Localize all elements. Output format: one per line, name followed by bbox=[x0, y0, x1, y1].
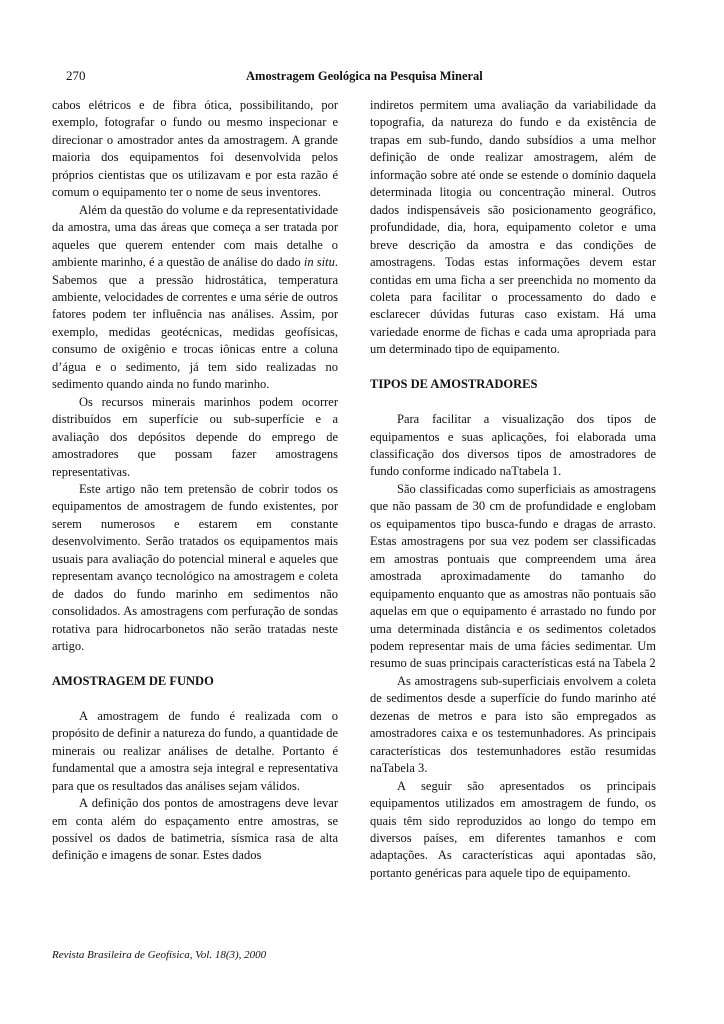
paragraph: indiretos permitem uma avaliação da variabilidade da topografia, da natureza do fundo e da existência de trapas em sub-fundo, dando subsídios a uma melhor definição de onde realizar amostragem, além de informação sobre até onde se estende o domínio daquela determinada litogia ou concentração mineral. Outros dados indispensáveis são posicionamento geográfico, profundidade, dia, hora, equipamento coletor e uma breve descrição da amostra e das condições de amostragens. Todas estas informações devem estar contidas em uma ficha a ser preenchida no momento da coleta para facilitar o processamento do dado e esclarecer dúvidas futuras caso existam. Há uma variedade enorme de fichas e cada uma apropriada para um determinado tipo de equipamento. bbox=[370, 98, 656, 357]
paragraph: cabos elétricos e de fibra ótica, possibilitando, por exemplo, fotografar o fundo ou mesmo inspecionar e direcionar o amostrador antes da amostragem. A grande maioria dos equipamentos foi desenvolvida pelos próprios cientistas que os utilizavam e por esta razão é comum o equipamento ter o nome de seus inventores. bbox=[52, 98, 338, 200]
left-column bbox=[52, 97, 338, 865]
paragraph: A seguir são apresentados os principais equipamentos utilizados em amostragem de fundo, os quais têm sido reproduzidos ao longo do tempo em diversos países, em diferentes tamanhos e com adaptações. As características aqui apontadas são, portanto genéricas para aquele tipo de equipamento. bbox=[370, 778, 656, 880]
paragraph: A definição dos pontos de amostragens deve levar em conta além do espaçamento entre amostras, se possível os dados de batimetria, sísmica rasa de alta definição e imagens de sonar. Estes dados bbox=[52, 796, 338, 863]
paragraph: Este artigo não tem pretensão de cobrir todos os equipamentos de amostragem de fundo existentes, por serem numerosos e estarem em constante desenvolvimento. Serão tratados os equipamentos mais usuais para avaliação do potencial mineral e aqueles que representam avanço tecnológico na amostragem e coleta de dados do fundo marinho em sedimentos não consolidados. As amostragens com perfuração de sondas rotativa para hidrocarbonetos não serão tratadas neste artigo. bbox=[52, 481, 338, 654]
paragraph: As amostragens sub-superficiais envolvem a coleta de sedimentos desde a superfície do fundo marinho até dezenas de metros e para isto são empregados as amostradores caixa e os testemunhadores. As principais características dos testemunhadores estão resumidas naTabela 3. bbox=[370, 673, 656, 776]
paragraph: São classificadas como superficiais as amostragens que não passam de 30 cm de profundidade e englobam os equipamentos tipo busca-fundo e dragas de arrasto. Estas amostragens por sua vez podem ser classificadas em amostras pontuais que compreendem uma área amostrada aproximadamente do tamanho do equipamento enquanto que as amostras não pontuais são aquelas em que o equipamento é arrastado no fundo por uma determinada distância e os sedimentos coletados podem representar mais de uma fácies sedimentar. Um resumo de suas principais características está na Tabela 2 bbox=[370, 481, 656, 671]
paragraph-text: . Sabemos que a pressão hidrostática, temperatura ambiente, velocidades de correntes e uma série de outros fatores podem ter influência nas análises. Assim, por exemplo, medidas geotécnicas, medidas geofísicas, consumo de oxigênio e trocas iônicas entre a coluna d’água e o sedimento, já tem sido realizadas no sedimento quando ainda no fundo marinho. bbox=[52, 255, 338, 392]
section-heading: TIPOS DE AMOSTRADORES bbox=[370, 377, 538, 392]
paragraph: A amostragem de fundo é realizada com o propósito de definir a natureza do fundo, a quantidade de minerais ou realizar análises de detalhe. Portanto é fundamental que a amostra seja integral e representativa para que os resultados das análises sejam válidos. bbox=[52, 708, 338, 793]
paragraph-text: Além da questão do volume e da representatividade da amostra, uma das áreas que começa a ser tratada por aqueles que querem entender com mais detalhe o ambiente marinho, é a questão de análise do dado bbox=[52, 202, 338, 270]
section-heading: AMOSTRAGEM DE FUNDO bbox=[52, 673, 214, 688]
italic-term: in situ bbox=[303, 255, 335, 270]
paragraph bbox=[52, 202, 338, 394]
paragraph: Os recursos minerais marinhos podem ocorrer distribuídos em superfície ou sub-superfície e a avaliação dos depósitos depende do emprego de amostradores que possam fazer amostragens representativas. bbox=[52, 394, 338, 479]
journal-citation: Revista Brasileira de Geofísica, Vol. 18(3), 2000 bbox=[52, 949, 267, 961]
page-number: 270 bbox=[66, 68, 86, 83]
right-column bbox=[370, 97, 656, 882]
running-title: Amostragem Geológica na Pesquisa Mineral bbox=[246, 69, 483, 83]
paragraph: Para facilitar a visualização dos tipos de equipamentos e suas aplicações, foi elaborada uma classificação dos diversos tipos de amostradores de fundo conforme indicado naTtabela 1. bbox=[370, 412, 656, 479]
page-header bbox=[66, 68, 656, 88]
